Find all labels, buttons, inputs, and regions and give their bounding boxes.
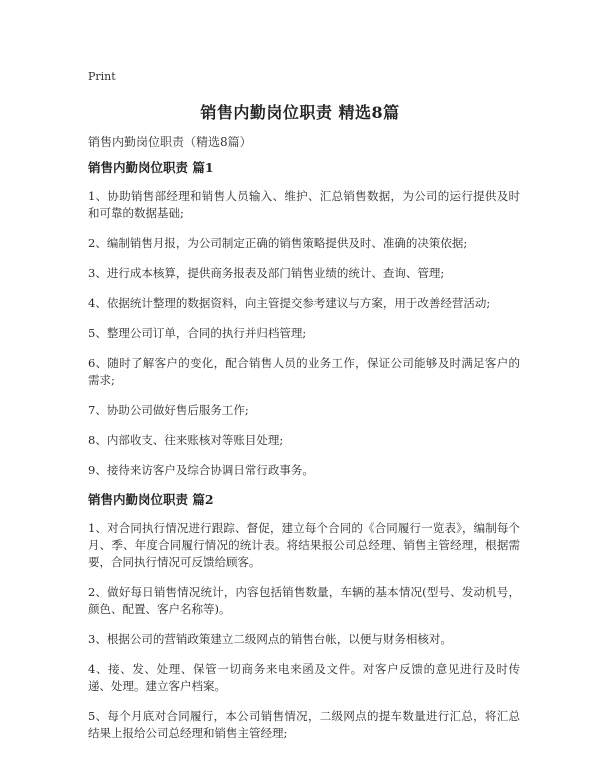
section-1 xyxy=(88,160,520,479)
list-item: 3、根据公司的营销政策建立二级网点的销售台帐，以便与财务相核对。 xyxy=(88,632,452,646)
document-title: 销售内勤岗位职责 精选8篇 xyxy=(200,103,400,122)
list-item: 3、进行成本核算，提供商务报表及部门销售业绩的统计、查询、管理; xyxy=(88,266,445,280)
document-subtitle: 销售内勤岗位职责（精选8篇） xyxy=(88,135,252,149)
list-item: 5、整理公司订单，合同的执行并归档管理; xyxy=(88,326,307,340)
list-item: 8、内部收支、往来账核对等账目处理; xyxy=(88,433,284,447)
print-label[interactable]: Print xyxy=(88,70,116,83)
list-item: 4、接、发、处理、保管一切商务来电来函及文件。对客户反馈的意见进行及时传递、处理。建立客户档案。 xyxy=(88,662,520,693)
list-item: 1、协助销售部经理和销售人员输入、维护、汇总销售数据，为公司的运行提供及时和可靠的数据基础; xyxy=(88,189,520,220)
list-item: 4、依据统计整理的数据资料，向主管提交参考建议与方案，用于改善经营活动; xyxy=(88,296,491,310)
list-item: 7、协助公司做好售后服务工作; xyxy=(88,403,249,417)
section-heading: 销售内勤岗位职责 篇2 xyxy=(88,492,214,507)
list-item: 2、做好每日销售情况统计，内容包括销售数量，车辆的基本情况(型号、发动机号，颜色、配置、客户名称等)。 xyxy=(88,585,520,616)
list-item: 9、接待来访客户及综合协调日常行政事务。 xyxy=(88,463,314,477)
section-heading: 销售内勤岗位职责 篇1 xyxy=(88,160,214,175)
list-item: 2、编制销售月报，为公司制定正确的销售策略提供及时、准确的决策依据; xyxy=(88,236,468,250)
list-item: 1、对合同执行情况进行跟踪、督促，建立每个合同的《合同履行一览表》，编制每个月、季、年度合同履行情况的统计表。将结果报公司总经理、销售主管经理，根据需要，合同执行情况可反馈给顾客。 xyxy=(88,521,520,569)
list-item: 6、随时了解客户的变化，配合销售人员的业务工作，保证公司能够及时满足客户的需求; xyxy=(88,356,520,387)
list-item: 5、每个月底对合同履行，本公司销售情况，二级网点的提车数量进行汇总，将汇总结果上报给公司总经理和销售主管经理; xyxy=(88,709,520,740)
section-2 xyxy=(88,492,520,742)
document-content xyxy=(88,160,520,755)
